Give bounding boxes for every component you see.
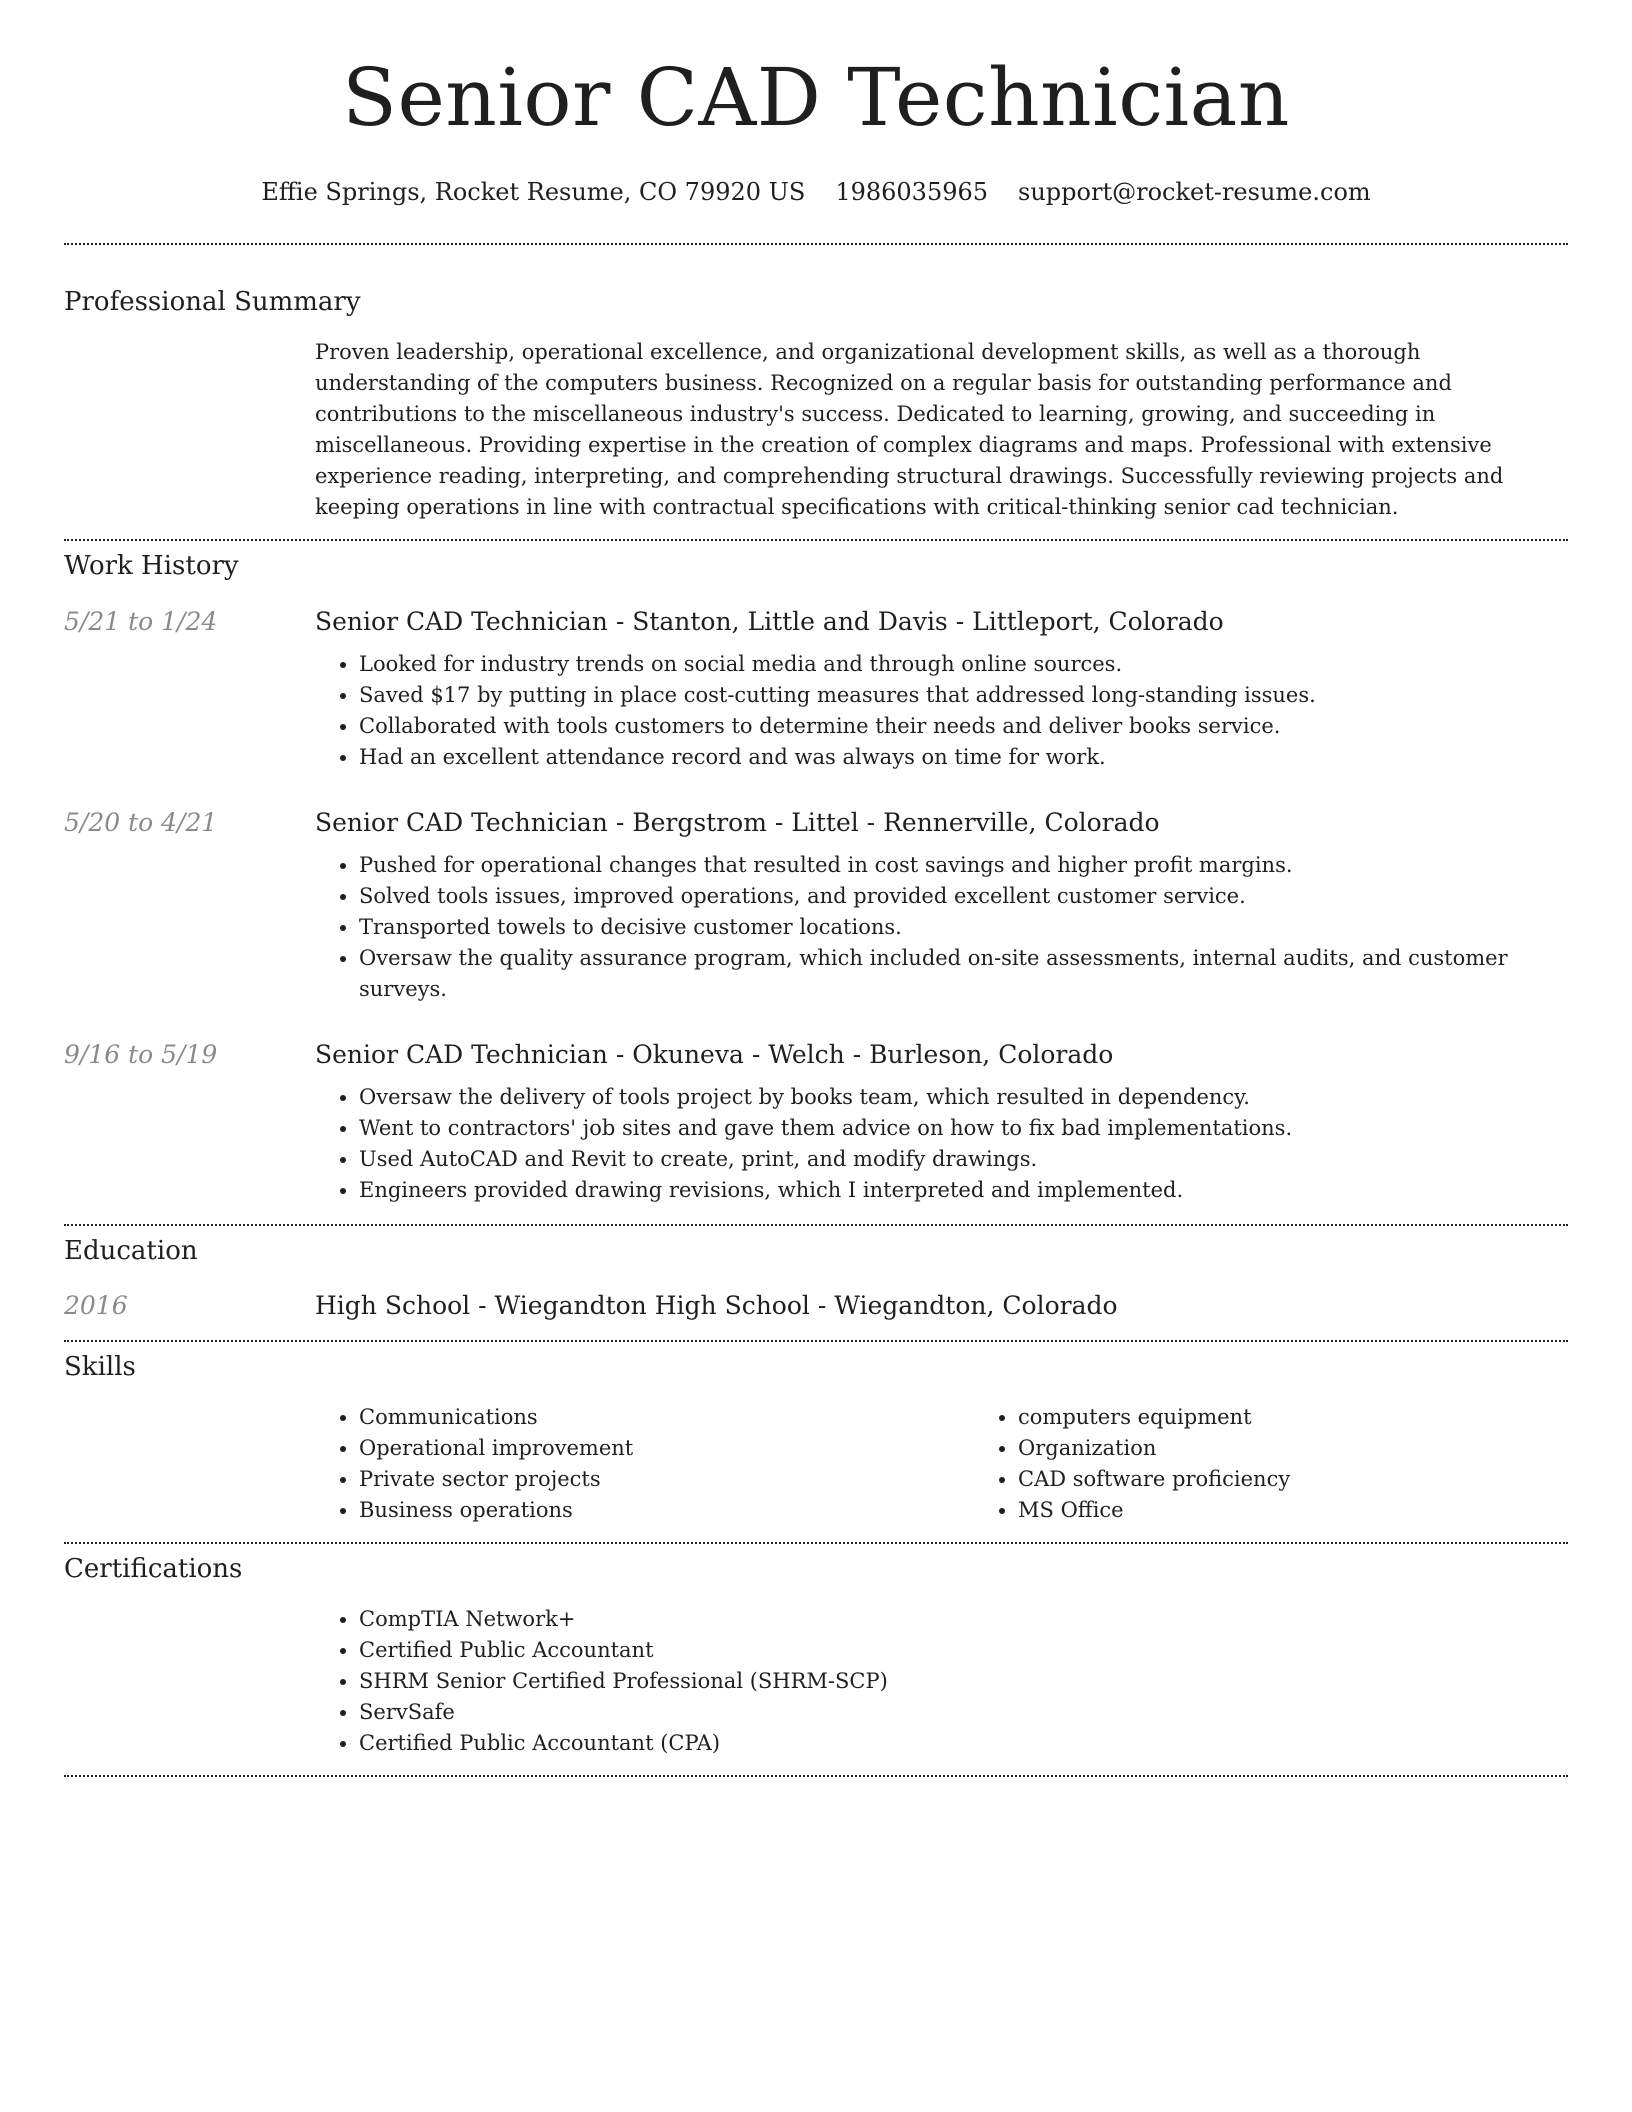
section-divider	[64, 1775, 1568, 1777]
job-details	[315, 607, 1568, 773]
job-title: Senior CAD Technician - Okuneva - Welch - Burleson, Colorado	[315, 1040, 1114, 1069]
job-title: Senior CAD Technician - Bergstrom - Littel - Rennerville, Colorado	[315, 808, 1160, 837]
certifications-details	[315, 1604, 1568, 1759]
skill-item: • Business operations	[359, 1495, 974, 1526]
summary-text: Proven leadership, operational excellence, and organizational development skills, as well as a thorough understanding of the computers business. Recognized on a regular basis for outstanding performance and contributions to the miscellaneous industry's success. Dedicated to learning, growing, and succeeding in miscellaneous. Providing expertise in the creation of complex diagrams and maps. Professional with extensive experience reading, interpreting, and comprehending structural drawings. Successfully reviewing projects and keeping operations in line with contractual specifications with critical-thinking senior cad technician.	[315, 340, 1504, 519]
resume-title: Senior CAD Technician	[342, 51, 1290, 144]
certifications-row	[64, 1604, 1568, 1759]
skill-item: • Private sector projects	[359, 1464, 974, 1495]
job-bullets	[315, 649, 1568, 773]
skills-columns	[315, 1402, 1632, 1526]
job-bullet: • Oversaw the delivery of tools project by books team, which resulted in dependency.	[359, 1082, 1568, 1113]
skill-item: • Organization	[1018, 1433, 1632, 1464]
summary-heading: Professional Summary	[64, 287, 361, 317]
job-entry	[64, 1040, 1568, 1206]
certification-item: • SHRM Senior Certified Professional (SHRM-SCP)	[359, 1666, 1568, 1697]
job-title: Senior CAD Technician - Stanton, Little and Davis - Littleport, Colorado	[315, 607, 1224, 636]
certifications-heading: Certifications	[64, 1554, 243, 1584]
job-details	[315, 1040, 1568, 1206]
skill-item: • Communications	[359, 1402, 974, 1433]
resume-page	[64, 0, 1568, 1777]
job-entry	[64, 808, 1568, 1005]
job-bullet: • Transported towels to decisive customer locations.	[359, 912, 1568, 943]
job-dates: 5/20 to 4/21	[64, 808, 218, 837]
job-bullet: • Saved $17 by putting in place cost-cutting measures that addressed long-standing issues.	[359, 680, 1568, 711]
certification-item: • Certified Public Accountant (CPA)	[359, 1728, 1568, 1759]
job-dates: 5/21 to 1/24	[64, 607, 218, 636]
education-details: High School - Wiegandton High School - Wiegandton, Colorado	[315, 1291, 1118, 1320]
skills-heading: Skills	[64, 1352, 136, 1382]
job-bullet: • Collaborated with tools customers to determine their needs and deliver books service.	[359, 711, 1568, 742]
skills-row	[64, 1402, 1568, 1526]
job-bullet: • Engineers provided drawing revisions, which I interpreted and implemented.	[359, 1175, 1568, 1206]
skill-item: • Operational improvement	[359, 1433, 974, 1464]
job-bullets	[315, 850, 1568, 1005]
job-dates: 9/16 to 5/19	[64, 1040, 218, 1069]
section-divider	[64, 243, 1568, 245]
work-history-heading: Work History	[64, 551, 239, 581]
skill-item: • MS Office	[1018, 1495, 1632, 1526]
certification-item: • ServSafe	[359, 1697, 1568, 1728]
section-divider	[64, 1224, 1568, 1226]
section-divider	[64, 539, 1568, 541]
job-bullet: • Looked for industry trends on social media and through online sources.	[359, 649, 1568, 680]
job-entry	[64, 607, 1568, 773]
skill-item: • CAD software proficiency	[1018, 1464, 1632, 1495]
certification-item: • Certified Public Accountant	[359, 1635, 1568, 1666]
skills-list-left	[315, 1402, 974, 1526]
section-divider	[64, 1340, 1568, 1342]
summary-row	[64, 337, 1568, 523]
job-details	[315, 808, 1568, 1005]
education-year: 2016	[64, 1291, 128, 1320]
job-bullet: • Oversaw the quality assurance program, which included on-site assessments, internal audits, and customer surveys.	[359, 943, 1568, 1005]
contact-phone: 1986035965	[835, 178, 989, 206]
contact-line	[64, 178, 1568, 206]
job-bullet: • Had an excellent attendance record and was always on time for work.	[359, 742, 1568, 773]
education-heading: Education	[64, 1236, 198, 1266]
job-bullet: • Solved tools issues, improved operations, and provided excellent customer service.	[359, 881, 1568, 912]
job-bullet: • Went to contractors' job sites and gave them advice on how to fix bad implementations.	[359, 1113, 1568, 1144]
education-entry	[64, 1291, 1568, 1320]
job-bullet: • Pushed for operational changes that resulted in cost savings and higher profit margins.	[359, 850, 1568, 881]
contact-email: support@rocket-resume.com	[1018, 178, 1371, 206]
job-bullet: • Used AutoCAD and Revit to create, print, and modify drawings.	[359, 1144, 1568, 1175]
skill-item: • computers equipment	[1018, 1402, 1632, 1433]
skills-list-right	[974, 1402, 1632, 1526]
contact-address: Effie Springs, Rocket Resume, CO 79920 US	[261, 178, 806, 206]
certification-item: • CompTIA Network+	[359, 1604, 1568, 1635]
section-divider	[64, 1542, 1568, 1544]
job-bullets	[315, 1082, 1568, 1206]
certifications-list	[315, 1604, 1568, 1759]
